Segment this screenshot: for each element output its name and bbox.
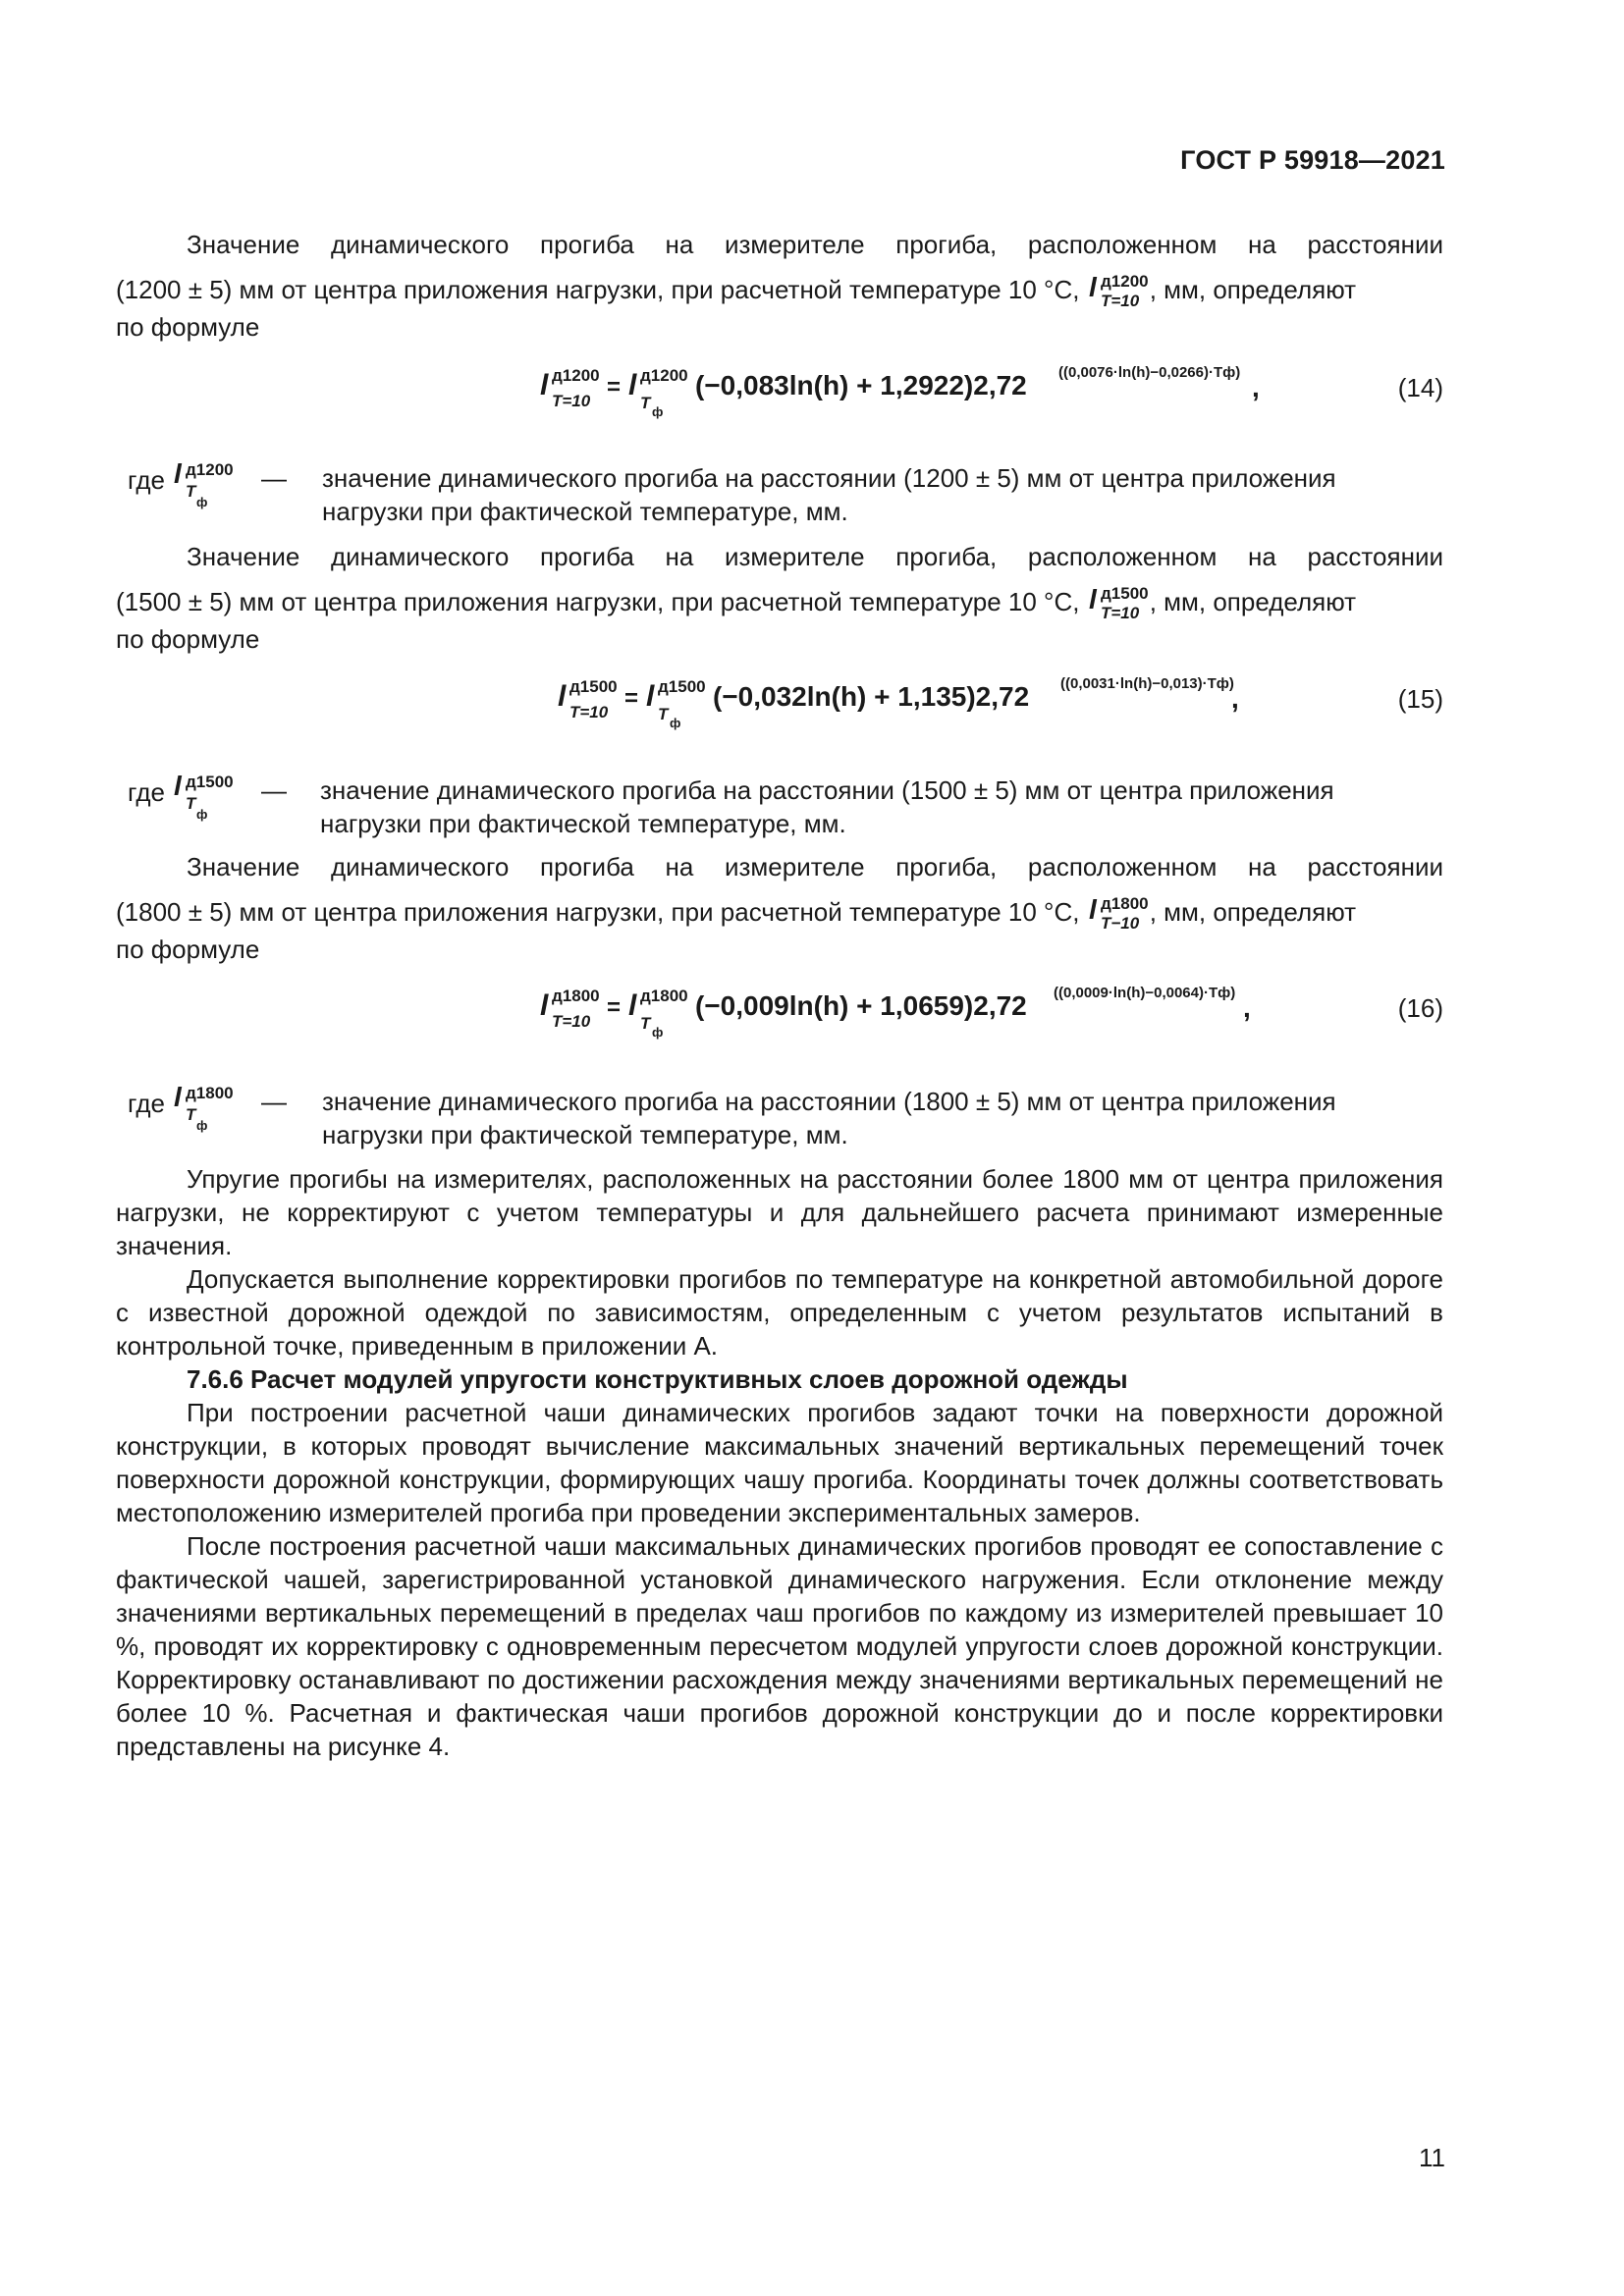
svg-text:l: l — [1088, 273, 1097, 302]
svg-text:l: l — [174, 1085, 182, 1112]
svg-text:T: T — [186, 794, 196, 813]
where-text: значение динамического прогиба на расстоянии (1800 ± 5) мм от центра приложения нагрузки при фактической температуре, мм. — [322, 1087, 1336, 1149]
where-label: где — [128, 465, 165, 495]
paragraph-correction-allowed: Допускается выполнение корректировки прогибов по температуре на конкретной автомобильной дороге с известной дорожной одеждой по зависимостям, определенным с учетом результатов испытаний в контрольной точке, приведенным в приложении А. — [116, 1264, 1443, 1361]
svg-text:l: l — [1088, 895, 1097, 925]
where-text: значение динамического прогиба на расстоянии (1200 ± 5) мм от центра приложения нагрузки при фактической температуре, мм. — [322, 463, 1336, 526]
where-text: значение динамического прогиба на расстоянии (1500 ± 5) мм от центра приложения нагрузки при фактической температуре, мм. — [320, 775, 1334, 838]
symbol-l-d1800-tf — [172, 1085, 233, 1136]
symbol-l-d1500-t10 — [1087, 585, 1150, 622]
svg-text:T=10: T=10 — [1100, 604, 1139, 622]
para-line: Значение динамического прогиба на измерителе прогиба, расположенном на расстоянии — [187, 852, 1443, 881]
symbol-l-d1200-t10 — [1087, 273, 1150, 310]
where-dash: — — [261, 775, 287, 805]
para-line: по формуле — [116, 312, 260, 342]
para-line: по формуле — [116, 934, 260, 964]
para-text: (1500 ± 5) мм от центра приложения нагрузки, при расчетной температуре 10 °С, — [116, 587, 1080, 616]
formula-16 — [116, 982, 1443, 1050]
para-line: Значение динамического прогиба на измерителе прогиба, расположенном на расстоянии — [187, 542, 1443, 571]
formula-14-main: (−0,083ln(h) + 1,2922)2,72 — [695, 370, 1027, 400]
svg-text:д1500: д1500 — [186, 774, 234, 791]
para-line: по формуле — [116, 624, 260, 654]
formula-15-exponent: ((0,0031·ln(h)−0,013)·Tф) — [1060, 675, 1234, 692]
svg-text:l: l — [628, 989, 637, 1022]
where-clause-14 — [116, 461, 1443, 530]
svg-text:T−10: T−10 — [1100, 914, 1139, 933]
svg-text:l: l — [174, 774, 182, 801]
svg-text:=: = — [624, 685, 639, 712]
svg-text:д1800: д1800 — [186, 1085, 234, 1102]
formula-16-expression — [410, 982, 1294, 1050]
paragraph-calculated-bowl: При построении расчетной чаши динамических прогибов задают точки на поверхности дорожной конструкции, в которых проводят вычисление максимальных значений вертикальных перемещений точек поверхности дорожной конструкции, формирующих чашу прогиба. Координаты точек должны соответствовать местоположению измерителей прогиба при проведении экспериментальных замеров. — [116, 1398, 1443, 1527]
svg-text:ф: ф — [652, 404, 664, 419]
where-dash: — — [261, 1087, 287, 1116]
svg-text:д1200: д1200 — [1100, 273, 1149, 291]
formula-16-main: (−0,009ln(h) + 1,0659)2,72 — [695, 990, 1027, 1021]
svg-text:д1500: д1500 — [1100, 585, 1149, 603]
para-text: (1200 ± 5) мм от центра приложения нагрузки, при расчетной температуре 10 °С, — [116, 275, 1080, 304]
svg-text:д1800: д1800 — [552, 987, 600, 1005]
formula-14 — [116, 361, 1443, 430]
svg-text:=: = — [607, 374, 622, 400]
svg-text:T: T — [640, 1014, 651, 1033]
svg-text:T: T — [186, 482, 196, 501]
formula-16-exponent: ((0,0009·ln(h)−0,0064)·Tф) — [1054, 985, 1236, 1001]
svg-text:д1200: д1200 — [186, 461, 234, 479]
svg-text:д1500: д1500 — [658, 677, 706, 696]
svg-text:ф: ф — [670, 716, 681, 730]
formula-15 — [116, 672, 1443, 741]
where-label: где — [128, 1089, 165, 1118]
svg-text:д1800: д1800 — [1100, 895, 1149, 913]
svg-text:д1200: д1200 — [640, 366, 688, 385]
formula-14-exponent: ((0,0076·ln(h)−0,0266)·Tф) — [1058, 364, 1241, 381]
svg-text:д1200: д1200 — [552, 366, 600, 385]
paragraph-intro-1200 — [116, 228, 1443, 344]
para-line — [116, 273, 1443, 310]
where-clause-15 — [116, 774, 1443, 842]
svg-text:ф: ф — [652, 1025, 664, 1040]
formula-15-main: (−0,032ln(h) + 1,135)2,72 — [713, 681, 1030, 712]
document-id: ГОСТ Р 59918—2021 — [1180, 145, 1445, 175]
formula-number: (14) — [1397, 373, 1443, 402]
svg-text:l: l — [1088, 585, 1097, 614]
svg-text:д1500: д1500 — [569, 677, 618, 696]
svg-text:T=10: T=10 — [552, 1012, 591, 1031]
svg-text:l: l — [628, 369, 637, 401]
body-text — [116, 1162, 1443, 1763]
para-text: (1800 ± 5) мм от центра приложения нагрузки, при расчетной температуре 10 °С, — [116, 897, 1080, 927]
formula-number: (16) — [1397, 993, 1443, 1023]
svg-text:,: , — [1243, 992, 1251, 1023]
para-text: , мм, определяют — [1149, 275, 1357, 304]
paragraph-intro-1800 — [116, 850, 1443, 966]
section-heading: 7.6.6 Расчет модулей упругости конструктивных слоев дорожной одежды — [187, 1364, 1128, 1394]
symbol-l-d1500-tf — [172, 774, 233, 825]
where-dash: — — [261, 463, 287, 493]
svg-text:д1800: д1800 — [640, 987, 688, 1005]
para-line: Значение динамического прогиба на измерителе прогиба, расположенном на расстоянии — [187, 230, 1443, 259]
paragraph-comparison: После построения расчетной чаши максимальных динамических прогибов проводят ее сопоставление с фактической чашей, зарегистрированной установкой динамического нагружения. Если отклонение между значениями вертикальных перемещений в пределах чаш прогибов по каждому из измерителей превышает 10 %, проводят их корректировку с одновременным пересчетом модулей упругости слоев дорожной конструкции. Корректировку останавливают по достижении расхождения между значениями вертикальных перемещений не более 10 %. Расчетная и фактическая чаши прогибов дорожной конструкции до и после корректировки представлены на рисунке 4. — [116, 1531, 1443, 1761]
svg-text:T: T — [640, 394, 651, 412]
formula-14-expression — [410, 361, 1294, 430]
svg-text:=: = — [607, 994, 622, 1021]
para-line — [116, 585, 1443, 622]
svg-text:T: T — [186, 1105, 196, 1124]
svg-text:T: T — [658, 705, 669, 723]
where-label: где — [128, 777, 165, 807]
svg-text:,: , — [1252, 372, 1260, 402]
svg-text:T=10: T=10 — [569, 703, 609, 721]
where-clause-16 — [116, 1085, 1443, 1153]
paragraph-elastic-deflections: Упругие прогибы на измерителях, расположенных на расстоянии более 1800 мм от центра приложения нагрузки, не корректируют с учетом температуры и для дальнейшего расчета принимают измеренные значения. — [116, 1164, 1443, 1260]
svg-text:T=10: T=10 — [1100, 292, 1139, 310]
formula-number: (15) — [1397, 684, 1443, 714]
svg-text:l: l — [174, 461, 182, 489]
para-line — [116, 895, 1443, 933]
svg-text:ф: ф — [196, 807, 208, 822]
page-number: 11 — [1419, 2143, 1445, 2172]
svg-text:ф: ф — [196, 1118, 208, 1133]
svg-text:l: l — [646, 680, 655, 713]
formula-15-expression — [410, 672, 1294, 741]
svg-text:ф: ф — [196, 495, 208, 509]
para-text: , мм, определяют — [1149, 897, 1357, 927]
svg-text:l: l — [558, 680, 567, 713]
para-text: , мм, определяют — [1149, 587, 1357, 616]
svg-text:l: l — [540, 989, 549, 1022]
svg-text:l: l — [540, 369, 549, 401]
paragraph-intro-1500 — [116, 540, 1443, 656]
symbol-l-d1200-tf — [172, 461, 233, 512]
symbol-l-d1800-t10 — [1087, 895, 1150, 933]
svg-text:T=10: T=10 — [552, 392, 591, 410]
svg-text:,: , — [1231, 683, 1239, 714]
